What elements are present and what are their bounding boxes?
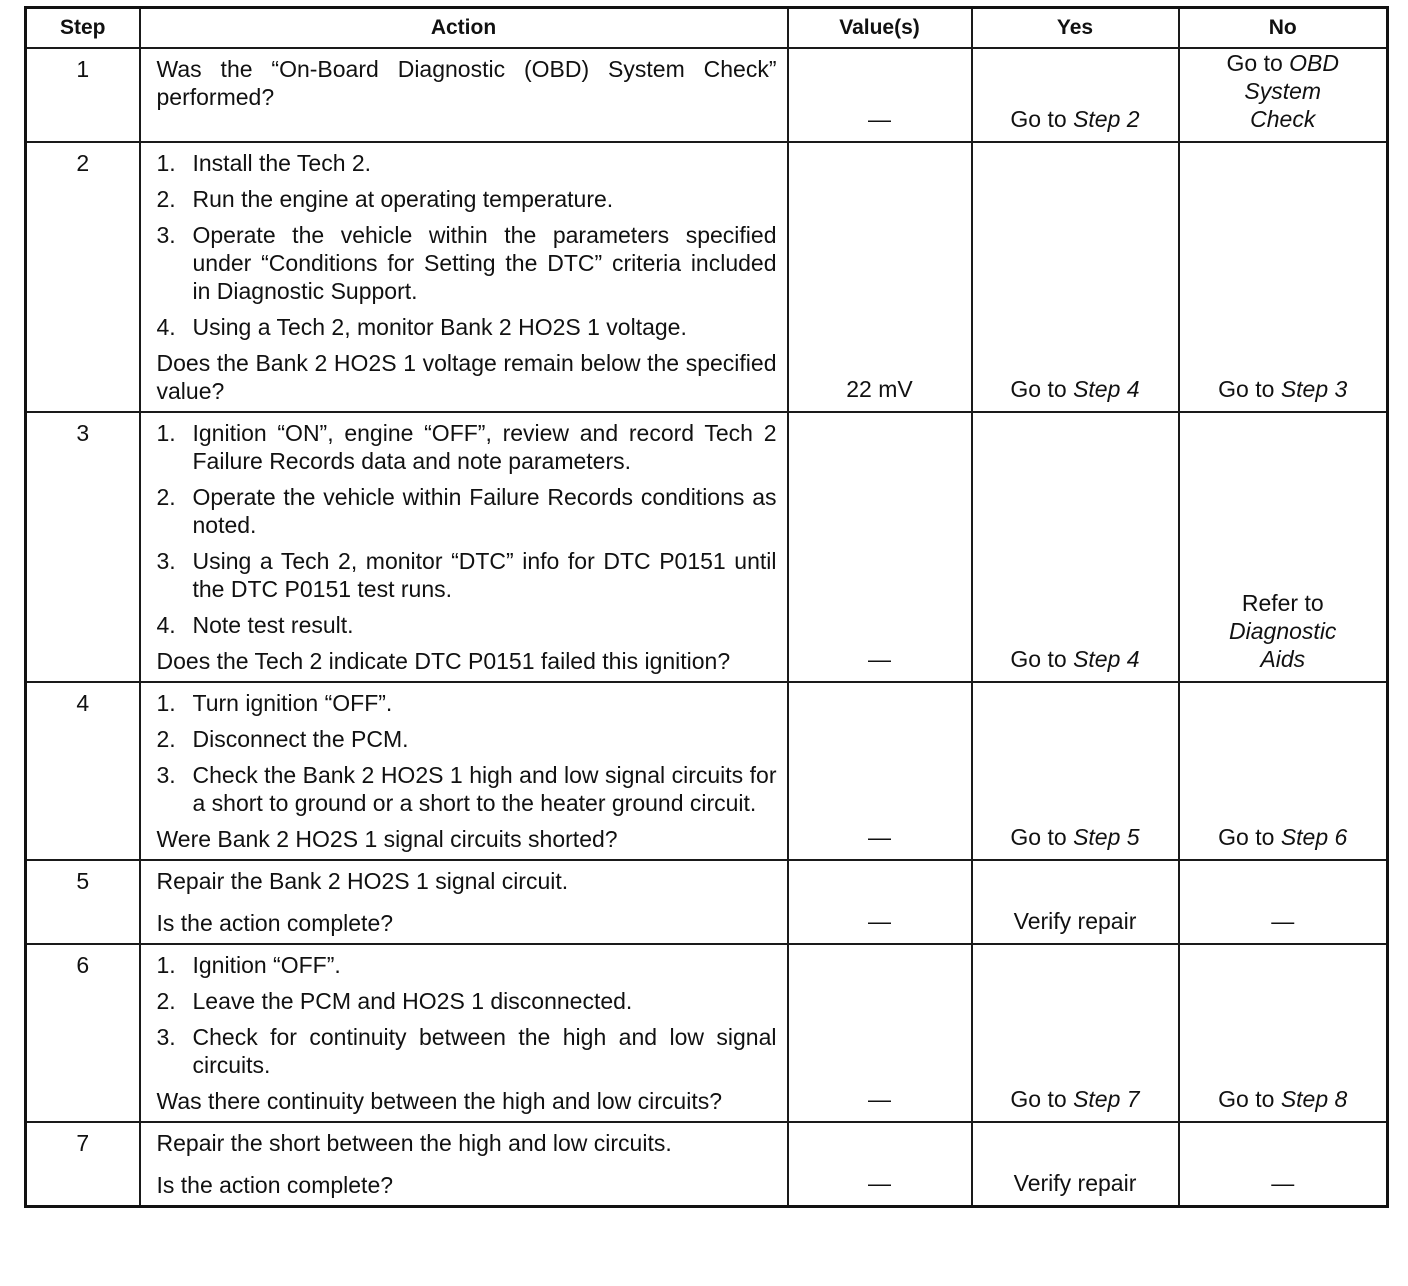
table-row: [26, 48, 1388, 142]
step-number: 2: [26, 142, 140, 412]
action-step-text: Operate the vehicle within the parameters specified under “Conditions for Setting the DTC” criteria included in Diagnostic Support.: [192, 222, 777, 304]
value-cell: —: [788, 412, 972, 682]
action-step-text: Install the Tech 2.: [192, 150, 372, 176]
cell-emph-text: System: [1244, 78, 1322, 104]
cell-text: Go to: [1010, 106, 1074, 132]
no-cell: [1179, 1122, 1388, 1207]
header-yes: Yes: [972, 8, 1179, 49]
cell-text: —: [1271, 1170, 1295, 1196]
cell-text: Verify repair: [1013, 1170, 1137, 1196]
no-cell: [1179, 48, 1388, 142]
cell-emph-text: Step 8: [1280, 1086, 1348, 1112]
no-cell: [1179, 412, 1388, 682]
action-step-text: Using a Tech 2, monitor “DTC” info for DTC P0151 until the DTC P0151 test runs.: [192, 548, 777, 602]
table-row: [26, 860, 1388, 944]
cell-emph-text: Step 3: [1280, 376, 1348, 402]
value-cell: —: [788, 682, 972, 860]
cell-emph-text: OBD: [1289, 50, 1339, 76]
step-number: 5: [26, 860, 140, 944]
value-cell: —: [788, 48, 972, 142]
cell-text: Verify repair: [1013, 908, 1137, 934]
header-no: No: [1179, 8, 1388, 49]
action-cell: [140, 860, 788, 944]
header-values: Value(s): [788, 8, 972, 49]
no-cell: [1179, 682, 1388, 860]
action-step-number: 3.: [156, 762, 176, 788]
step-number: 4: [26, 682, 140, 860]
yes-cell: [972, 1122, 1179, 1207]
table-row: [26, 412, 1388, 682]
table-header-row: [26, 8, 1388, 49]
yes-cell: [972, 860, 1179, 944]
no-cell: [1179, 142, 1388, 412]
action-step-text: Disconnect the PCM.: [192, 726, 409, 752]
step-number: 1: [26, 48, 140, 142]
cell-emph-text: Aids: [1260, 646, 1306, 672]
action-step: [157, 313, 777, 341]
cell-emph-text: Step 7: [1073, 1086, 1140, 1112]
no-line: [1180, 77, 1387, 105]
no-line: [1180, 823, 1387, 851]
action-lead: Repair the short between the high and low circuits.: [156, 1130, 672, 1156]
no-cell: [1179, 944, 1388, 1122]
cell-emph-text: Step 4: [1073, 646, 1140, 672]
header-action: Action: [140, 8, 788, 49]
cell-emph-text: Step 4: [1073, 376, 1140, 402]
action-step-text: Run the engine at operating temperature.: [192, 186, 614, 212]
cell-text: —: [1271, 908, 1295, 934]
table-row: [26, 944, 1388, 1122]
yes-cell: [972, 412, 1179, 682]
action-step-number: 1.: [156, 420, 176, 446]
action-step-text: Note test result.: [192, 612, 354, 638]
action-step-text: Operate the vehicle within Failure Records conditions as noted.: [192, 484, 777, 538]
action-step-text: Turn ignition “OFF”.: [192, 690, 393, 716]
cell-emph-text: Diagnostic: [1229, 618, 1337, 644]
action-step-number: 3.: [156, 548, 176, 574]
action-step-number: 4.: [156, 314, 176, 340]
action-step-text: Using a Tech 2, monitor Bank 2 HO2S 1 voltage.: [192, 314, 687, 340]
action-step: [157, 149, 777, 177]
cell-text: Go to: [1218, 1086, 1281, 1112]
action-step: [157, 725, 777, 753]
action-steps: [157, 951, 777, 1079]
action-step-number: 2.: [156, 186, 176, 212]
cell-text: Go to: [1010, 376, 1074, 402]
no-line: [1180, 907, 1387, 935]
action-cell: [140, 682, 788, 860]
cell-text: Go to: [1218, 824, 1281, 850]
action-question: Were Bank 2 HO2S 1 signal circuits shorted?: [156, 826, 618, 852]
action-step-text: Ignition “ON”, engine “OFF”, review and record Tech 2 Failure Records data and note parameters.: [192, 420, 777, 474]
action-step: [157, 185, 777, 213]
action-step-text: Ignition “OFF”.: [192, 952, 341, 978]
action-step-number: 2.: [156, 988, 176, 1014]
no-cell: [1179, 860, 1388, 944]
action-step: [157, 483, 777, 539]
table-row: [26, 1122, 1388, 1207]
cell-emph-text: Step 5: [1073, 824, 1140, 850]
action-step-number: 3.: [156, 1024, 176, 1050]
value-cell: —: [788, 944, 972, 1122]
action-step-number: 1.: [156, 150, 176, 176]
cell-text: Go to: [1218, 376, 1281, 402]
cell-text: Go to: [1226, 50, 1290, 76]
step-number: 3: [26, 412, 140, 682]
step-number: 6: [26, 944, 140, 1122]
value-cell: 22 mV: [788, 142, 972, 412]
no-line: [1180, 645, 1387, 673]
action-step-text: Leave the PCM and HO2S 1 disconnected.: [192, 988, 633, 1014]
header-step: Step: [26, 8, 140, 49]
action-step: [157, 547, 777, 603]
action-cell: [140, 48, 788, 142]
action-lead: Repair the Bank 2 HO2S 1 signal circuit.: [156, 868, 569, 894]
action-cell: [140, 142, 788, 412]
no-line: [1180, 105, 1387, 133]
no-line: [1180, 589, 1387, 617]
yes-cell: [972, 142, 1179, 412]
action-step-number: 2.: [156, 484, 176, 510]
action-question: Was the “On-Board Diagnostic (OBD) System Check” performed?: [156, 56, 777, 110]
action-step-number: 3.: [156, 222, 176, 248]
action-steps: [157, 149, 777, 341]
cell-emph-text: Step 2: [1073, 106, 1140, 132]
cell-text: Go to: [1010, 1086, 1074, 1112]
action-question: Does the Tech 2 indicate DTC P0151 failed this ignition?: [156, 648, 731, 674]
cell-emph-text: Check: [1250, 106, 1316, 132]
action-step-text: Check for continuity between the high and low signal circuits.: [192, 1024, 777, 1078]
yes-cell: [972, 944, 1179, 1122]
no-line: [1180, 617, 1387, 645]
action-step: [157, 611, 777, 639]
action-step-text: Check the Bank 2 HO2S 1 high and low signal circuits for a short to ground or a short to the heater ground circuit.: [192, 762, 777, 816]
action-steps: [157, 419, 777, 639]
cell-emph-text: Step 6: [1280, 824, 1348, 850]
action-step: [157, 951, 777, 979]
diagnostic-table-page: [24, 6, 1386, 1208]
cell-text: Go to: [1010, 646, 1074, 672]
action-step-number: 4.: [156, 612, 176, 638]
yes-cell: [972, 682, 1179, 860]
action-step: [157, 1023, 777, 1079]
action-step: [157, 987, 777, 1015]
action-question: Is the action complete?: [156, 1172, 394, 1198]
yes-cell: [972, 48, 1179, 142]
diagnostic-table: [24, 6, 1389, 1208]
action-step: [157, 419, 777, 475]
action-step: [157, 689, 777, 717]
action-question: Was there continuity between the high and low circuits?: [156, 1088, 723, 1114]
action-question: Is the action complete?: [156, 910, 394, 936]
step-number: 7: [26, 1122, 140, 1207]
table-row: [26, 682, 1388, 860]
value-cell: —: [788, 860, 972, 944]
action-step-number: 1.: [156, 690, 176, 716]
action-question: Does the Bank 2 HO2S 1 voltage remain below the specified value?: [156, 350, 777, 404]
action-step-number: 1.: [156, 952, 176, 978]
action-cell: [140, 944, 788, 1122]
action-cell: [140, 412, 788, 682]
no-line: [1180, 375, 1387, 403]
value-cell: —: [788, 1122, 972, 1207]
table-row: [26, 142, 1388, 412]
cell-text: Go to: [1010, 824, 1074, 850]
action-step: [157, 221, 777, 305]
table-body: [26, 48, 1388, 1207]
action-cell: [140, 1122, 788, 1207]
no-line: [1180, 1085, 1387, 1113]
action-steps: [157, 689, 777, 817]
cell-text: Refer to: [1241, 590, 1324, 616]
no-line: [1180, 49, 1387, 77]
action-step: [157, 761, 777, 817]
no-line: [1180, 1169, 1387, 1197]
action-step-number: 2.: [156, 726, 176, 752]
